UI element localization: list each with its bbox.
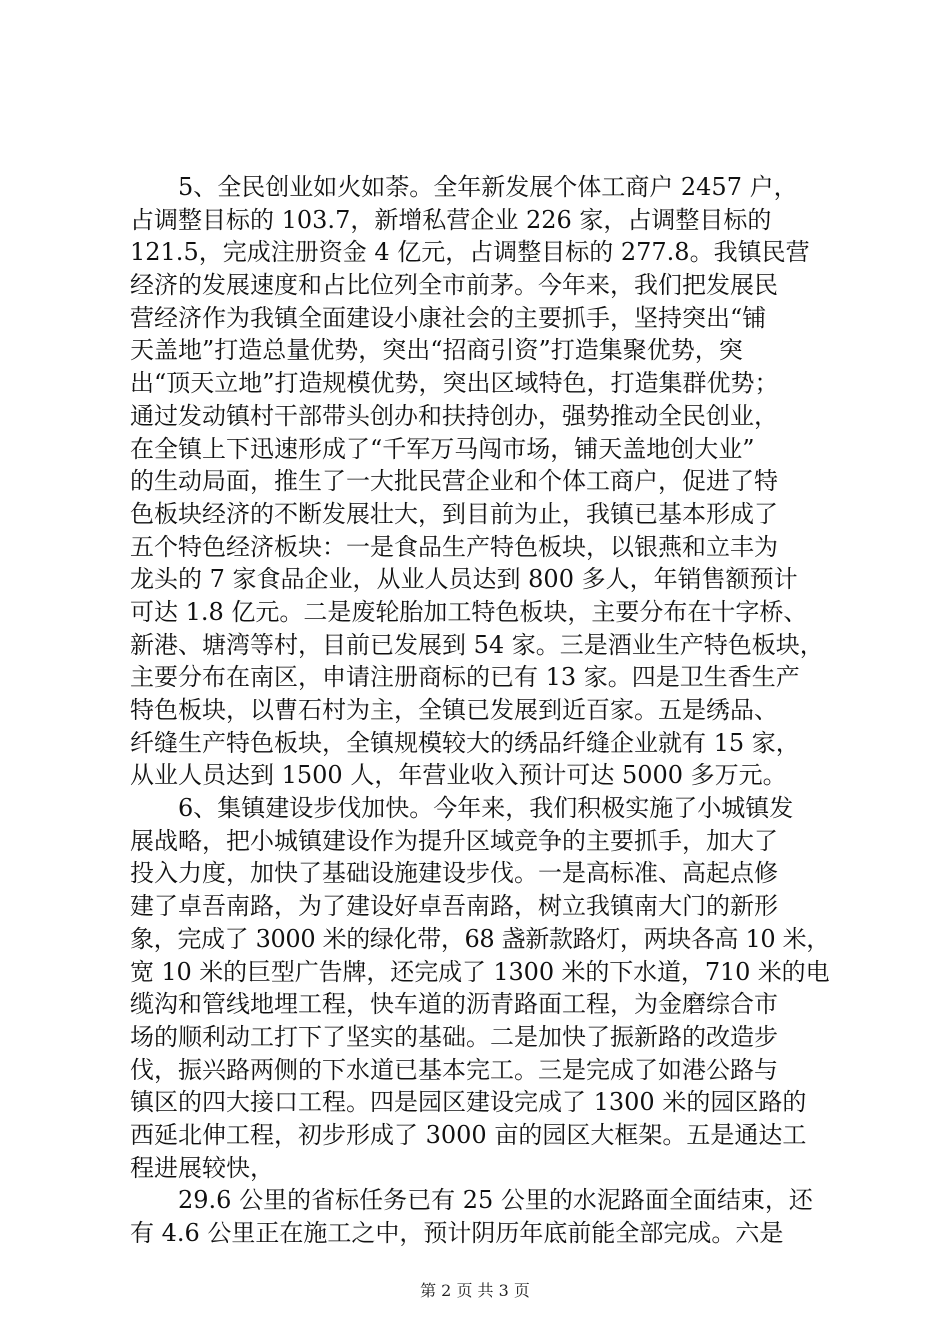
text-line: 色板块经济的不断发展壮大，到目前为止，我镇已基本形成了 [130, 499, 778, 528]
text-line: 营经济作为我镇全面建设小康社会的主要抓手，坚持突出“铺 [130, 303, 767, 332]
text-line: 有 4.6 公里正在施工之中，预计阴历年底前能全部完成。六是 [130, 1219, 784, 1247]
page-number-footer: 第 2 页 共 3 页 [420, 1281, 530, 1300]
text-line: 宽 10 米的巨型广告牌，还完成了 1300 米的下水道，710 米的电 [130, 957, 830, 986]
text-line: 缆沟和管线地埋工程，快车道的沥青路面工程，为金磨综合市 [130, 990, 778, 1019]
text-line: 场的顺利动工打下了坚实的基础。二是加快了振新路的改造步 [130, 1022, 778, 1051]
text-line: 建了卓吾南路，为了建设好卓吾南路，树立我镇南大门的新形 [130, 892, 778, 921]
text-line: 通过发动镇村干部带头创办和扶持创办，强势推动全民创业， [130, 401, 778, 430]
text-line: 在全镇上下迅速形成了“千军万马闯市场，铺天盖地创大业” [130, 434, 755, 463]
text-line: 特色板块，以曹石村为主，全镇已发展到近百家。五是绣品、 [130, 696, 778, 724]
text-line: 出“顶天立地”打造规模优势，突出区域特色，打造集群优势； [130, 369, 779, 398]
document-body [130, 171, 830, 1250]
text-line: 展战略，把小城镇建设作为提升区域竞争的主要抓手，加大了 [130, 826, 778, 855]
text-line: 可达 1.8 亿元。二是废轮胎加工特色板块，主要分布在十字桥、 [130, 597, 808, 626]
text-line: 从业人员达到 1500 人，年营业收入预计可达 5000 多万元。 [130, 761, 787, 790]
paragraph-6-town-construction [130, 792, 830, 1184]
paragraph-5-entrepreneurship [130, 171, 830, 792]
text-line: 新港、塘湾等村，目前已发展到 54 家。三是酒业生产特色板块， [130, 630, 824, 659]
text-line: 西延北伸工程，初步形成了 3000 亩的园区大框架。五是通达工 [130, 1120, 807, 1149]
text-line: 投入力度，加快了基础设施建设步伐。一是高标准、高起点修 [130, 859, 778, 888]
text-line: 29.6 公里的省标任务已有 25 公里的水泥路面全面结束，还 [178, 1186, 813, 1215]
text-line: 伐，振兴路两侧的下水道已基本完工。三是完成了如港公路与 [130, 1055, 778, 1084]
text-line: 的生动局面，推生了一大批民营企业和个体工商户，促进了特 [130, 467, 778, 496]
text-line: 镇区的四大接口工程。四是园区建设完成了 1300 米的园区路的 [130, 1088, 807, 1117]
text-line: 主要分布在南区，申请注册商标的已有 13 家。四是卫生香生产 [130, 663, 800, 692]
text-line: 天盖地”打造总量优势，突出“招商引资”打造集聚优势，突 [130, 336, 743, 365]
paragraph-road-progress [130, 1184, 830, 1249]
text-line: 五个特色经济板块：一是食品生产特色板块，以银燕和立丰为 [130, 532, 778, 561]
text-line: 象，完成了 3000 米的绿化带，68 盏新款路灯，两块各高 10 米， [130, 924, 830, 953]
text-line: 纤缝生产特色板块，全镇规模较大的绣品纤缝企业就有 15 家， [130, 728, 800, 757]
text-line: 经济的发展速度和占比位列全市前茅。今年来，我们把发展民 [130, 271, 778, 300]
text-line: 占调整目标的 103.7，新增私营企业 226 家，占调整目标的 [130, 205, 772, 234]
text-line: 程进展较快， [130, 1153, 274, 1182]
text-line: 6、集镇建设步伐加快。今年来，我们积极实施了小城镇发 [178, 794, 794, 823]
text-line: 121.5，完成注册资金 4 亿元，占调整目标的 277.8。我镇民营 [130, 238, 810, 267]
text-line: 5、全民创业如火如荼。全年新发展个体工商户 2457 户， [178, 173, 798, 201]
text-line: 龙头的 7 家食品企业，从业人员达到 800 多人，年销售额预计 [130, 565, 798, 594]
